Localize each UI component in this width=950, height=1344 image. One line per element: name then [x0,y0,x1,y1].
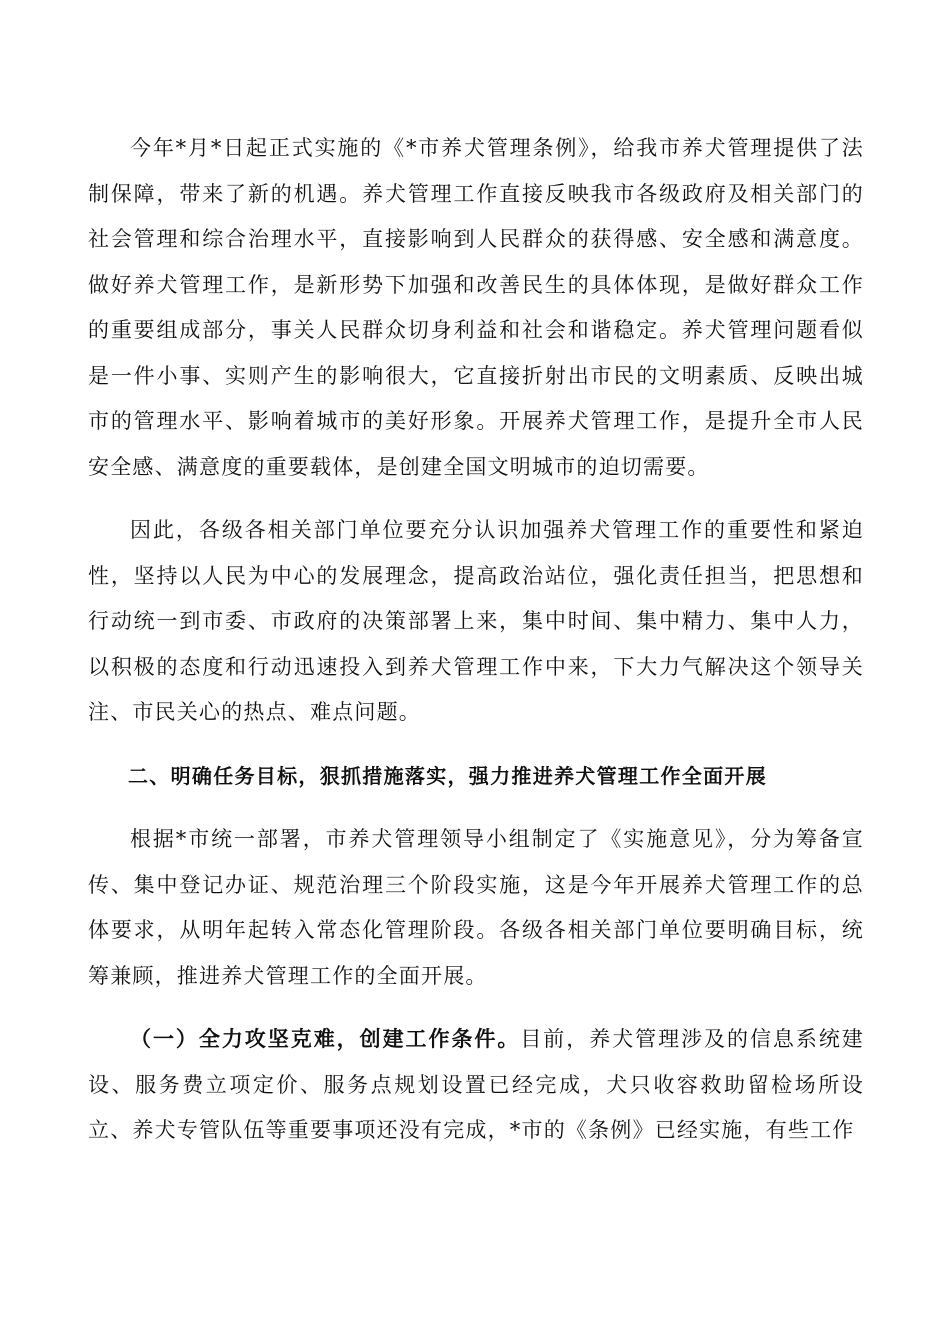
body-paragraph-1: 今年*月*日起正式实施的《*市养犬管理条例》，给我市养犬管理提供了法制保障，带来了新的机遇。养犬管理工作直接反映我市各级政府及相关部门的社会管理和综合治理水平，直接影响到人民群众的获得感、安全感和满意度。做好养犬管理工作，是新形势下加强和改善民生的具体体现，是做好群众工作的重要组成部分，事关人民群众切身利益和社会和谐稳定。养犬管理问题看似是一件小事、实则产生的影响很大，它直接折射出市民的文明素质、反映出城市的管理水平、影响着城市的美好形象。开展养犬管理工作，是提升全市人民安全感、满意度的重要载体，是创建全国文明城市的迫切需要。 [88,136,864,479]
section-paragraph: 根据*市统一部署，市养犬管理领导小组制定了《实施意见》，分为筹备宣传、集中登记办证、规范治理三个阶段实施，这是今年开展养犬管理工作的总体要求，从明年起转入常态化管理阶段。各级各相关部门单位要明确目标，统筹兼顾，推进养犬管理工作的全面开展。 [88,827,864,988]
document-body [88,126,864,1172]
subsection-paragraph [88,1017,864,1154]
subsection-text: 目前，养犬管理涉及的信息系统建设、服务费立项定价、服务点规划设置已经完成，犬只收容救助留检场所设立、养犬专管队伍等重要事项还没有完成，*市的《条例》已经实施，有些工作 [88,1027,864,1142]
body-paragraph-2: 因此，各级各相关部门单位要充分认识加强养犬管理工作的重要性和紧迫性，坚持以人民为中心的发展理念，提高政治站位，强化责任担当，把思想和行动统一到市委、市政府的决策部署上来，集中时间、集中精力、集中人力，以积极的态度和行动迅速投入到养犬管理工作中来，下大力气解决这个领导关注、市民关心的热点、难点问题。 [88,518,864,724]
section-heading: 二、明确任务目标，狠抓措施落实，强力推进养犬管理工作全面开展 [128,763,767,788]
subsection-lead: （一）全力攻坚克难，创建工作条件。 [130,1027,521,1051]
